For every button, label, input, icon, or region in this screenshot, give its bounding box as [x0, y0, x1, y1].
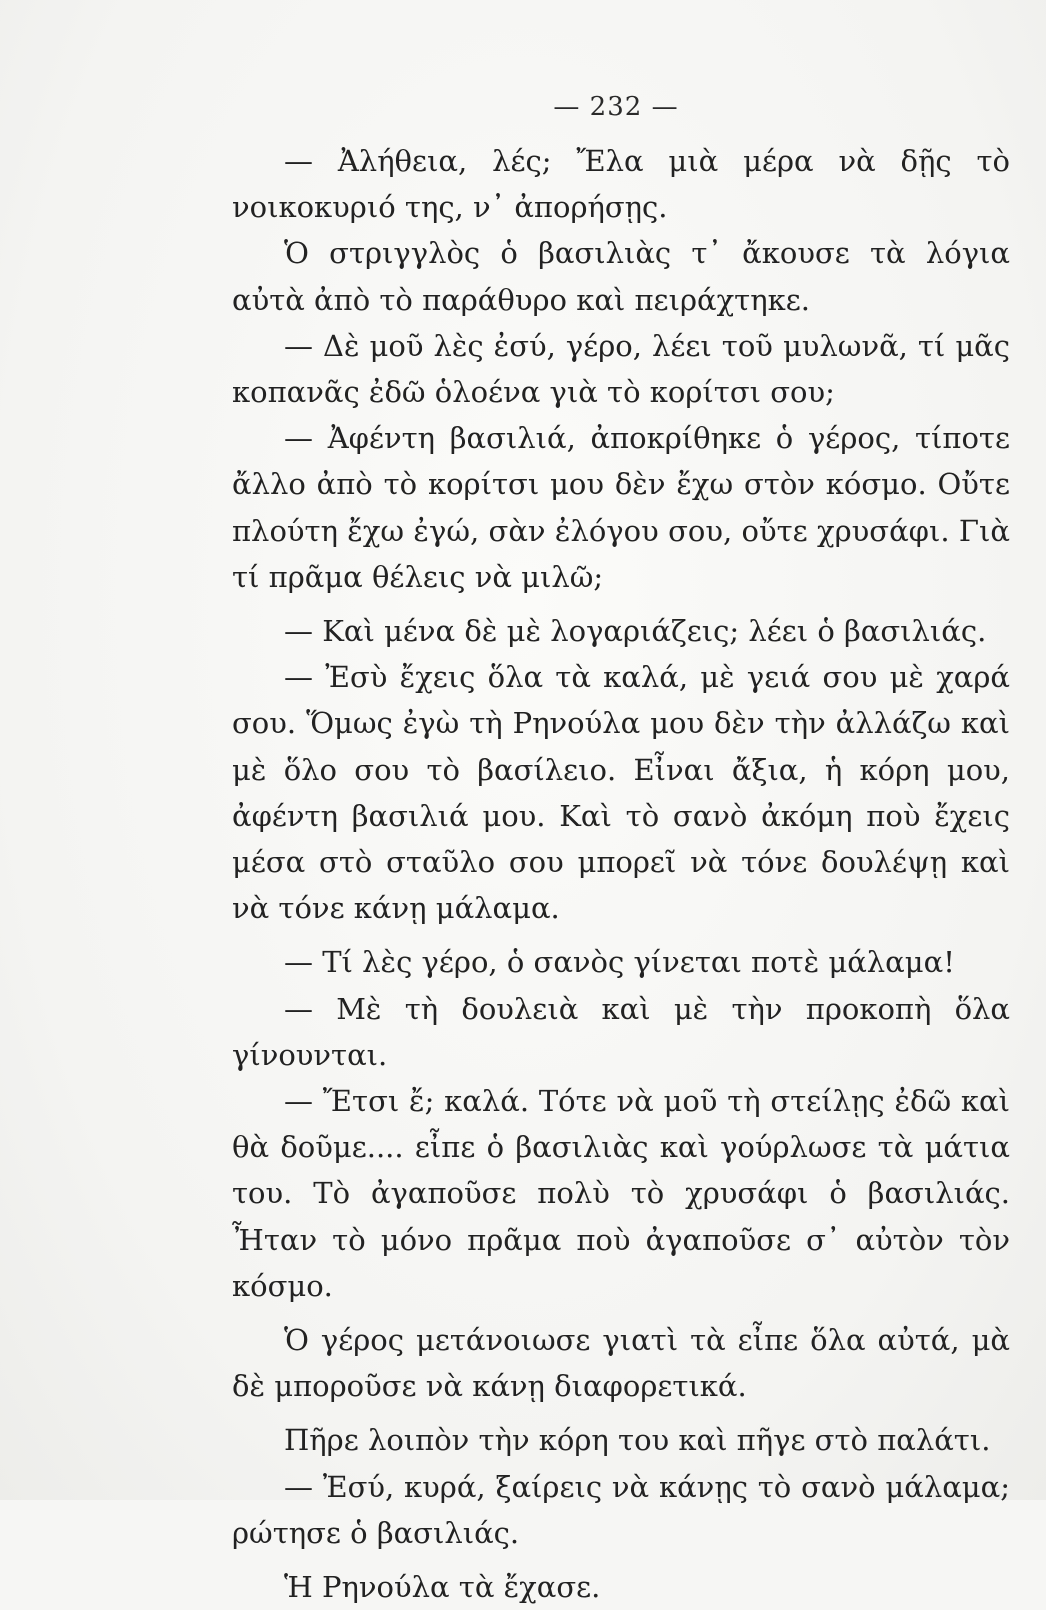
body-text [232, 138, 1010, 1610]
paragraph: Ὁ γέρος μετάνοιωσε γιατὶ τὰ εἶπε ὅλα αὐτά, μὰ δὲ μποροῦσε νὰ κάνῃ διαφορετικά. [232, 1323, 1010, 1404]
paragraph: Πῆρε λοιπὸν τὴν κόρη του καὶ πῆγε στὸ παλάτι. [284, 1423, 991, 1458]
paragraph: Ἡ Ρηνούλα τὰ ἔχασε. [284, 1570, 601, 1605]
page-number: — 232 — [553, 92, 679, 122]
paragraph: — Τί λὲς γέρο, ὁ σανὸς γίνεται ποτὲ μάλαμα! [284, 945, 955, 980]
paragraph: — Δὲ μοῦ λὲς ἐσύ, γέρο, λέει τοῦ μυλωνᾶ, τί μᾶς κοπανᾶς ἐδῶ ὁλοένα γιὰ τὸ κορίτσι σου; [232, 328, 1010, 410]
paragraph: Ὁ στριγγλὸς ὁ βασιλιὰς τ᾽ ἄκουσε τὰ λόγια αὐτὰ ἀπὸ τὸ παράθυρο καὶ πειράχτηκε. [232, 236, 1010, 317]
paragraph: — Ἀφέντη βασιλιά, ἀποκρίθηκε ὁ γέρος, τίποτε ἄλλο ἀπὸ τὸ κορίτσι μου δὲν ἔχω στὸν κόσμο. Οὔτε πλούτη ἔχω ἐγώ, σὰν ἐλόγου σου, οὔτε χρυσάφι. Γιὰ τί πρᾶμα θέλεις νὰ μιλῶ; [232, 421, 1010, 594]
paragraph: — Μὲ τὴ δουλειὰ καὶ μὲ τὴν προκοπὴ ὅλα γίνουνται. [232, 991, 1010, 1072]
paragraph: — Καὶ μένα δὲ μὲ λογαριάζεις; λέει ὁ βασιλιάς. [284, 614, 987, 649]
paragraph: — Ἀλήθεια, λές; Ἔλα μιὰ μέρα νὰ δῇς τὸ νοικοκυριό της, ν᾽ ἀπορήσῃς. [232, 144, 1010, 225]
paragraph: — Ἔτσι ἔ; καλά. Τότε νὰ μοῦ τὴ στείλῃς ἐδῶ καὶ θὰ δοῦμε.... εἶπε ὁ βασιλιὰς καὶ γούρλωσε τὰ μάτια του. Τὸ ἀγαποῦσε πολὺ τὸ χρυσάφι ὁ βασιλιάς. Ἦταν τὸ μόνο πρᾶμα ποὺ ἀγαποῦσε σ᾽ αὐτὸν τὸν κόσμο. [232, 1084, 1010, 1303]
paragraph: — Ἐσὺ ἔχεις ὅλα τὰ καλά, μὲ γειά σου μὲ χαρά σου. Ὅμως ἐγὼ τὴ Ρηνούλα μου δὲν τὴν ἀλλάζω καὶ μὲ ὅλο σου τὸ βασίλειο. Εἶναι ἄξια, ἡ κόρη μου, ἀφέντη βασιλιά μου. Καὶ τὸ σανὸ ἀκόμη ποὺ ἔχεις μέσα στὸ σταῦλο σου μπορεῖ νὰ τόνε δουλέψῃ καὶ νὰ τόνε κάνῃ μάλαμα. [232, 660, 1010, 926]
paragraph: — Ἐσύ, κυρά, ξαίρεις νὰ κάνῃς τὸ σανὸ μάλαμα; ρώτησε ὁ βασιλιάς. [232, 1469, 1010, 1550]
